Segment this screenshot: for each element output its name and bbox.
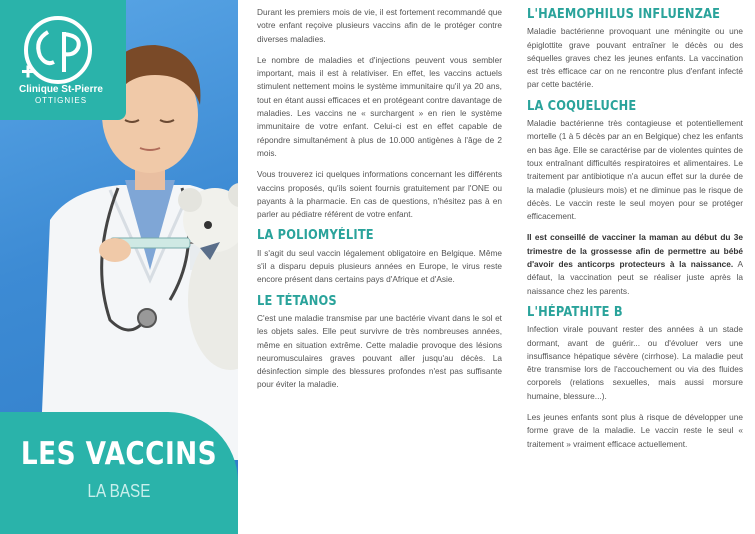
- logo-emblem-icon: [18, 12, 98, 92]
- text-column-2: [527, 6, 743, 459]
- intro-paragraph-3: Vous trouverez ici quelques informations concernant les différents vaccins proposés, qu'ils soient fournis gratuitement par l'ONE ou payants à la pharmacie. En cas de questions, n'hésitez pas à en parler au pédiatre référent de votre enfant.: [257, 169, 502, 220]
- hepatite-b-text: Infection virale pouvant rester des années à un stade dormant, avant de guérir... ou d'évoluer vers une insuffisance hépatique sévère (cirrhose). La maladie peut être transmise lors de l'accouchement ou via des fluides corporels (relations sexuelles, mais aussi morsure humaine, blessure...).: [527, 324, 743, 401]
- clinic-name: Clinique St-Pierre: [19, 84, 103, 95]
- section-heading-tetanos: LE TÉTANOS: [257, 293, 337, 309]
- tetanos-text: C'est une maladie transmise par une bactérie vivant dans le sol et les objets sales. Elle peut survivre de très nombreuses années, même en situation extrême. Cette maladie provoque des lésions neuromusculaires graves pouvant aller jusqu'au décès. La désinfection simple des blessures profondes n'est pas suffisante pour éviter la maladie.: [257, 312, 502, 390]
- hepatite-b-text-2: Les jeunes enfants sont plus à risque de développer une forme grave de la maladie. Le vaccin reste le seul « traitement » vraiment efficace actuellement.: [527, 412, 743, 449]
- clinic-logo: [0, 0, 126, 120]
- cover-panel: [0, 0, 238, 534]
- coqueluche-after-text: A défaut, la vaccination peut se réaliser juste après la naissance chez les parents.: [527, 259, 743, 296]
- intro-paragraph-2: Le nombre de maladies et d'injections peuvent vous sembler important, mais il est à relativiser. En effet, les vaccins actuels stimulent nettement moins le système immunitaire qu'il ya 20 ans, tout en étant aussi efficaces et en protégeant contre davantage de maladies. Les vaccins ne « surchargent » en rien le système immunitaire de votre enfant. Celui-ci est en effet capable de répondre simultanément à plus de 10.000 antigènes à l'âge de 2 mois.: [257, 54, 502, 158]
- section-heading-polio: LA POLIOMYÉLITE: [257, 228, 374, 244]
- coqueluche-strong-text: Il est conseillé de vacciner la maman au début du 3e trimestre de la grossesse afin de permettre au bébé d'avoir des anticorps protecteurs à la naissance.: [527, 232, 743, 270]
- page-subtitle: LA BASE: [87, 481, 151, 501]
- coqueluche-text: Maladie bactérienne très contagieuse et potentiellement mortelle (1 à 5 décès par an en Belgique) chez les enfants en bas âge. Elle se caractérise par de violentes quintes de toux entraînant difficultés respiratoires et alimentaires. Le traitement par antibiotique n'a aucun effet sur la durée de la maladie (plusieurs mois) et ne diminue pas le risque de décès. Le vaccin reste le seul moyen pour se protéger efficacement.: [527, 118, 743, 222]
- title-panel: [0, 412, 238, 534]
- coqueluche-recommendation: [527, 231, 743, 297]
- polio-text: Il s'agit du seul vaccin légalement obligatoire en Belgique. Même s'il a disparu depuis plusieurs années en Europe, le virus reste encore présent dans certains pays d'Afrique et d'Asie.: [257, 247, 502, 285]
- haemophilus-text: Maladie bactérienne provoquant une méningite ou une épiglottite grave pouvant entraîner le décès ou des séquelles graves chez les jeunes enfants. La vaccination est très efficace car on ne rencontre plus d'enfant infecté par cette bactérie.: [527, 26, 743, 90]
- section-heading-coqueluche: LA COQUELUCHE: [527, 98, 637, 114]
- section-heading-hepatite-b: L'HÉPATHITE B: [527, 304, 623, 320]
- intro-paragraph-1: Durant les premiers mois de vie, il est fortement recommandé que votre enfant reçoive plusieurs vaccins afin de le protéger contre diverses maladies.: [257, 7, 502, 44]
- page-title: LES VACCINS: [20, 436, 218, 472]
- clinic-city: OTTIGNIES: [34, 96, 88, 105]
- section-heading-haemophilus: L'HAEMOPHILUS INFLUENZAE: [527, 7, 721, 22]
- text-column-1: [257, 6, 502, 400]
